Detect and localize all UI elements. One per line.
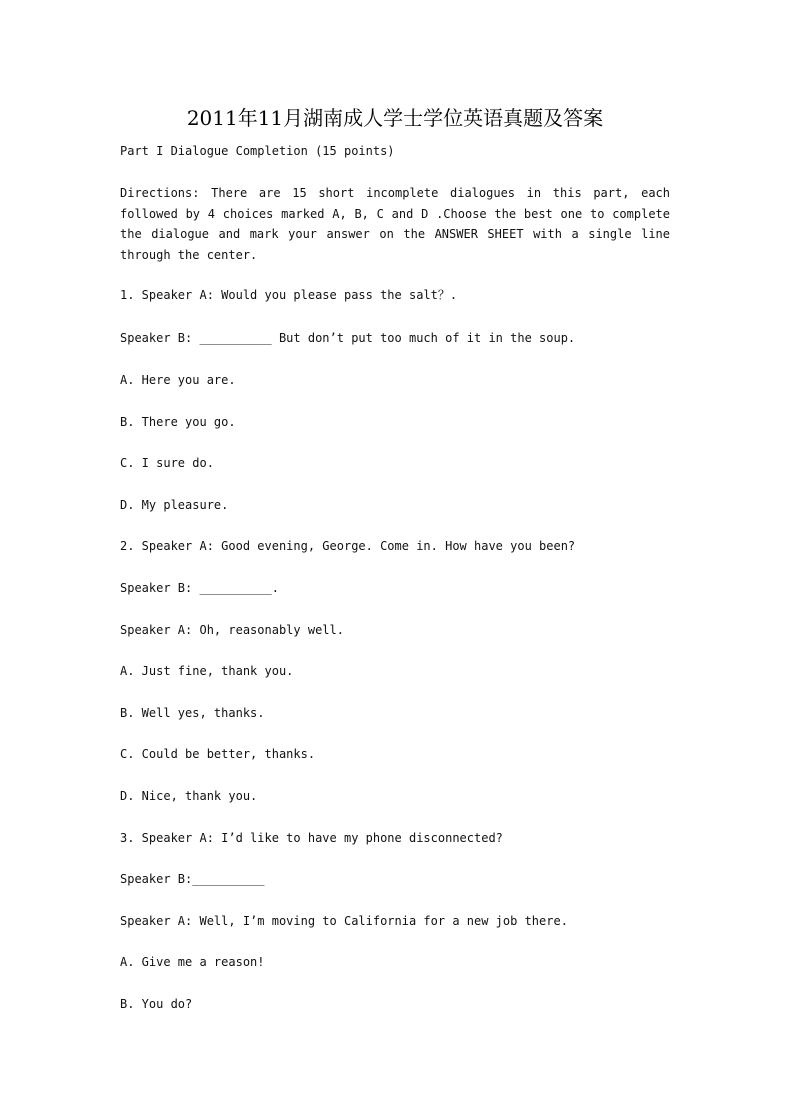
directions-line-4: through the center. — [120, 248, 258, 262]
directions-line-1: Directions: There are 15 short incomplete dialogues in this part, each — [120, 186, 670, 200]
question-1-option-c: C. I sure do. — [120, 456, 214, 470]
question-3-speaker-a: 3. Speaker A: I’d like to have my phone disconnected? — [120, 831, 503, 845]
part-heading: Part I Dialogue Completion (15 points) — [120, 144, 395, 158]
document-title: 2011年11月湖南成人学士学位英语真题及答案 — [186, 106, 604, 130]
question-1-option-b: B. There you go. — [120, 415, 236, 429]
question-3-speaker-a-reply: Speaker A: Well, I’m moving to California for a new job there. — [120, 914, 568, 928]
question-2-option-d: D. Nice, thank you. — [120, 789, 258, 803]
question-2-option-c: C. Could be better, thanks. — [120, 747, 316, 761]
question-2-speaker-a-reply: Speaker A: Oh, reasonably well. — [120, 623, 344, 637]
directions-line-3: the dialogue and mark your answer on the ANSWER SHEET with a single line — [120, 227, 670, 241]
question-1-option-d: D. My pleasure. — [120, 498, 229, 512]
question-3-option-b: B. You do? — [120, 997, 193, 1011]
question-3-option-a: A. Give me a reason! — [120, 955, 265, 969]
question-2-option-a: A. Just fine, thank you. — [120, 664, 294, 678]
question-2-speaker-b: Speaker B: __________. — [120, 581, 279, 595]
question-1-speaker-a: 1. Speaker A: Would you please pass the salt？. — [120, 288, 458, 302]
question-2-option-b: B. Well yes, thanks. — [120, 706, 265, 720]
question-1-option-a: A. Here you are. — [120, 373, 236, 387]
question-1-speaker-b: Speaker B: __________ But don’t put too much of it in the soup. — [120, 331, 576, 345]
directions-line-2: followed by 4 choices marked A, B, C and D .Choose the best one to complete — [120, 207, 670, 221]
question-2-speaker-a: 2. Speaker A: Good evening, George. Come in. How have you been? — [120, 539, 576, 553]
question-3-speaker-b: Speaker B:__________ — [120, 872, 265, 886]
